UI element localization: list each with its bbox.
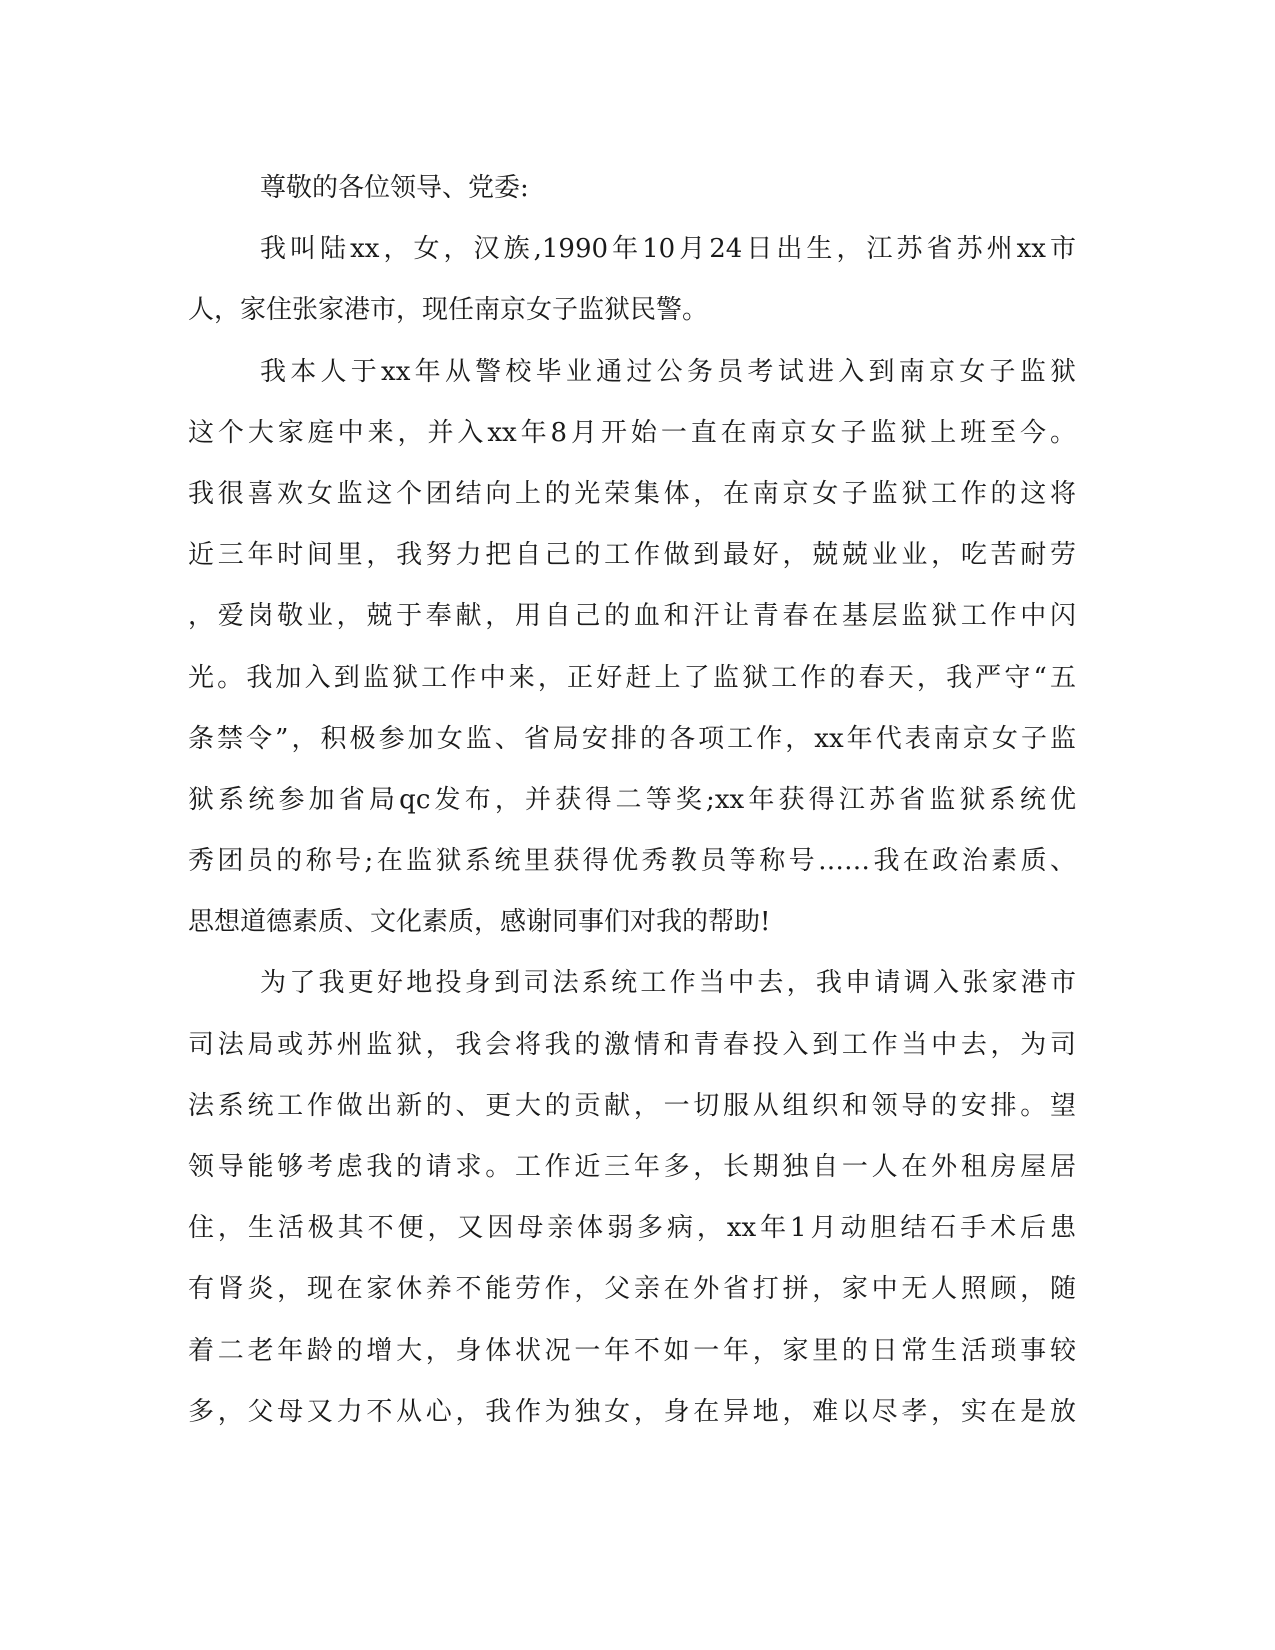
paragraph-2-line-9: 秀团员的称号;在监狱系统里获得优秀教员等称号……我在政治素质、 xyxy=(188,846,1076,877)
paragraph-2-line-4: 近三年时间里，我努力把自己的工作做到最好，兢兢业业，吃苦耐劳 xyxy=(188,540,1076,571)
paragraph-2-line-8: 狱系统参加省局qc发布，并获得二等奖;xx年获得江苏省监狱系统优 xyxy=(188,784,1076,815)
document-body xyxy=(188,158,1076,1443)
paragraph-3-line-1: 为了我更好地投身到司法系统工作当中去，我申请调入张家港市 xyxy=(260,968,1076,999)
paragraph-2-line-6: 光。我加入到监狱工作中来，正好赶上了监狱工作的春天，我严守“五 xyxy=(188,662,1076,693)
paragraph-2-line-2: 这个大家庭中来，并入xx年8月开始一直在南京女子监狱上班至今。 xyxy=(188,417,1076,448)
paragraph-2-line-5: ，爱岗敬业，兢于奉献，用自己的血和汗让青春在基层监狱工作中闪 xyxy=(188,601,1076,632)
salutation-line: 尊敬的各位领导、党委: xyxy=(260,173,529,203)
paragraph-3-line-7: 着二老年龄的增大，身体状况一年不如一年，家里的日常生活琐事较 xyxy=(188,1335,1076,1366)
paragraph-2-line-7: 条禁令”，积极参加女监、省局安排的各项工作，xx年代表南京女子监 xyxy=(188,723,1076,754)
paragraph-3-line-8: 多，父母又力不从心，我作为独女，身在异地，难以尽孝，实在是放 xyxy=(188,1396,1076,1427)
paragraph-3-line-4: 领导能够考虑我的请求。工作近三年多，长期独自一人在外租房屋居 xyxy=(188,1152,1076,1182)
paragraph-3-line-3: 法系统工作做出新的、更大的贡献，一切服从组织和领导的安排。望 xyxy=(188,1090,1076,1121)
paragraph-3-line-5: 住，生活极其不便，又因母亲体弱多病，xx年1月动胆结石手术后患 xyxy=(188,1213,1076,1244)
paragraph-3-line-6: 有肾炎，现在家休养不能劳作，父亲在外省打拼，家中无人照顾，随 xyxy=(188,1274,1076,1305)
paragraph-1-line-2: 人，家住张家港市，现任南京女子监狱民警。 xyxy=(188,295,709,326)
paragraph-2-line-10: 思想道德素质、文化素质，感谢同事们对我的帮助! xyxy=(188,907,771,938)
paragraph-3-line-2: 司法局或苏州监狱，我会将我的激情和青春投入到工作当中去，为司 xyxy=(188,1029,1076,1060)
paragraph-2-line-3: 我很喜欢女监这个团结向上的光荣集体，在南京女子监狱工作的这将 xyxy=(188,478,1076,509)
paragraph-2-line-1: 我本人于xx年从警校毕业通过公务员考试进入到南京女子监狱 xyxy=(260,356,1076,387)
paragraph-1-line-1: 我叫陆xx，女，汉族,1990年10月24日出生，江苏省苏州xx市 xyxy=(260,234,1076,265)
